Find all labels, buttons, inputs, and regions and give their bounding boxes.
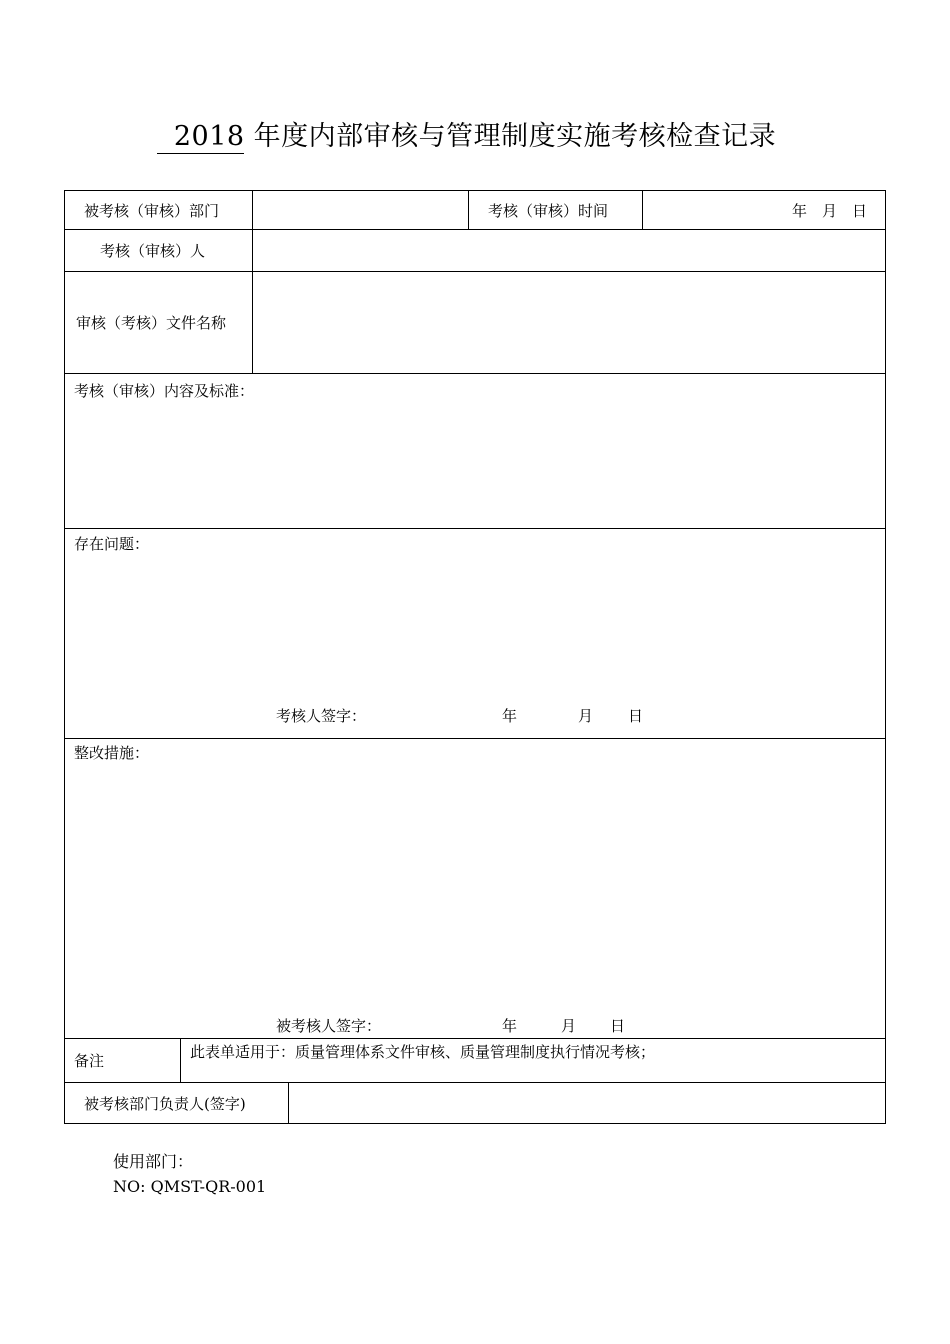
title-text: 年度内部审核与管理制度实施考核检查记录 [253,121,777,152]
problems-year: 年 [502,707,518,725]
responsible-label: 被考核部门负责人(签字) [84,1095,246,1113]
col-divider-remarks [180,1038,181,1082]
problems-label: 存在问题： [74,535,150,553]
title-underline [157,153,244,154]
col-divider-time-left [468,190,469,229]
measures-day: 日 [610,1017,626,1035]
problems-month: 月 [578,707,594,725]
remarks-text: 此表单适用于：质量管理体系文件审核、质量管理制度执行情况考核； [190,1043,656,1061]
row-divider-3 [64,373,886,374]
border-bottom [64,1123,886,1124]
measures-label: 整改措施： [74,744,150,762]
inspection-form [64,190,886,1124]
usage-dept: 使用部门： [113,1152,194,1171]
measures-year: 年 [502,1017,518,1035]
content-label: 考核（审核）内容及标准： [74,382,255,400]
doc-name-label: 审核（考核）文件名称 [76,314,227,332]
page-title [0,114,950,153]
person-label: 考核（审核）人 [100,242,206,260]
row-divider-7 [64,1082,886,1083]
time-label: 考核（审核）时间 [488,202,609,220]
border-right [885,190,886,1124]
border-top [64,190,886,191]
dept-label: 被考核（审核）部门 [84,202,220,220]
problems-day: 日 [628,707,644,725]
row-divider-4 [64,528,886,529]
title-year: 2018 [173,121,245,152]
remarks-label: 备注 [74,1052,105,1070]
doc-number: NO: QMST-QR-001 [113,1177,267,1196]
col-divider-label [252,190,253,373]
row-divider-1 [64,229,886,230]
row-divider-6 [64,1038,886,1039]
col-divider-responsible [288,1082,289,1124]
row-divider-2 [64,271,886,272]
inspector-signature-label: 考核人签字： [276,707,367,725]
inspectee-signature-label: 被考核人签字： [276,1017,382,1035]
border-left [64,190,65,1124]
col-divider-time-right [642,190,643,229]
measures-month: 月 [561,1017,577,1035]
row-divider-5 [64,738,886,739]
date-placeholder: 年 月 日 [792,202,868,220]
